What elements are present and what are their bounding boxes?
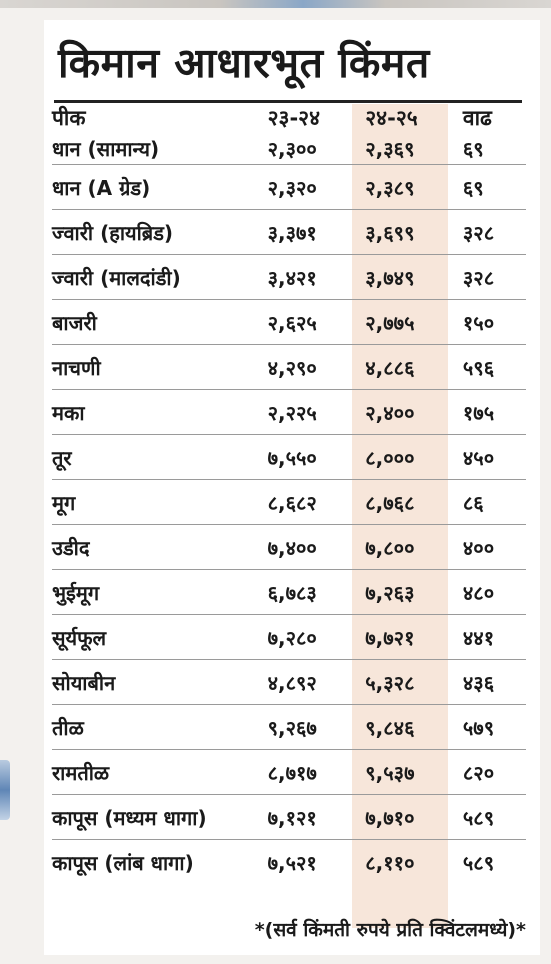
price-2024-25: २,४०० <box>365 390 463 435</box>
table-row <box>52 660 526 705</box>
price-2024-25: ९,५३७ <box>365 750 463 795</box>
header-year-2024-25: २४-२५ <box>365 106 418 130</box>
price-2023-24: ७,५५० <box>268 435 366 480</box>
price-2023-24: ७,४०० <box>268 525 366 570</box>
price-increase: ४५० <box>463 435 526 480</box>
price-increase: ४०० <box>463 525 526 570</box>
header-increase: वाढ <box>462 106 492 130</box>
table-row <box>52 255 526 300</box>
price-2024-25: ५,३२८ <box>365 660 463 705</box>
msp-card <box>44 20 540 955</box>
crop-name: रामतीळ <box>52 750 268 795</box>
crop-name: धान (A ग्रेड) <box>52 165 268 210</box>
table-header-row <box>52 104 526 132</box>
table-row <box>52 750 526 795</box>
price-increase: ५८९ <box>463 795 526 840</box>
price-increase: ६९ <box>463 132 526 165</box>
price-increase: १५० <box>463 300 526 345</box>
crop-name: बाजरी <box>52 300 268 345</box>
price-2024-25: ४,८८६ <box>365 345 463 390</box>
crop-name: तीळ <box>52 705 268 750</box>
price-2023-24: ८,६८२ <box>268 480 366 525</box>
price-increase: ३२८ <box>463 255 526 300</box>
price-2024-25: ९,८४६ <box>365 705 463 750</box>
top-image-strip <box>0 0 551 8</box>
table-row <box>52 840 526 885</box>
price-2024-25: ८,११० <box>365 850 415 875</box>
price-increase: ८६ <box>463 480 526 525</box>
price-2023-24: ९,२६७ <box>268 705 366 750</box>
price-2024-25: ७,२६३ <box>365 570 463 615</box>
price-2024-25: ८,००० <box>365 435 463 480</box>
table-row <box>52 132 526 165</box>
price-2024-25: २,३६९ <box>365 132 463 165</box>
price-increase: ५७९ <box>463 705 526 750</box>
price-increase: ४८० <box>463 570 526 615</box>
crop-name: सोयाबीन <box>52 660 268 705</box>
price-increase: ५८९ <box>462 850 495 875</box>
price-increase: ६९ <box>463 165 526 210</box>
price-2023-24: २,२२५ <box>268 390 366 435</box>
title-divider <box>54 100 522 103</box>
crop-name: भुईमूग <box>52 570 268 615</box>
page-title: किमान आधारभूत किंमत <box>58 39 430 87</box>
table-row <box>52 435 526 480</box>
price-increase: ८२० <box>463 750 526 795</box>
price-2024-25: ८,७६८ <box>365 480 463 525</box>
price-increase: ४३६ <box>463 660 526 705</box>
crop-name: नाचणी <box>52 345 268 390</box>
crop-name: सूर्यफूल <box>52 615 268 660</box>
price-increase: ५९६ <box>463 345 526 390</box>
price-2023-24: ६,७८३ <box>268 570 366 615</box>
price-2024-25: २,३८९ <box>365 165 463 210</box>
table-row <box>52 345 526 390</box>
header-crop: पीक <box>52 106 86 130</box>
price-2024-25: ३,६९९ <box>365 210 463 255</box>
crop-name: कापूस (मध्यम धागा) <box>52 795 268 840</box>
price-2023-24: २,३२० <box>268 165 366 210</box>
table-row <box>52 300 526 345</box>
price-2023-24: ४,२९० <box>268 345 366 390</box>
price-increase: १७५ <box>463 390 526 435</box>
price-2023-24: ३,३७१ <box>268 210 366 255</box>
price-2024-25: ७,७२१ <box>365 615 463 660</box>
price-2023-24: ७,१२१ <box>268 795 366 840</box>
price-2023-24: ४,८९२ <box>268 660 366 705</box>
table-row <box>52 165 526 210</box>
crop-name: मूग <box>52 480 268 525</box>
price-increase: ४४१ <box>463 615 526 660</box>
crop-name: ज्वारी (हायब्रिड) <box>52 210 268 255</box>
table-row <box>52 570 526 615</box>
table-row <box>52 390 526 435</box>
price-increase: ३२८ <box>463 210 526 255</box>
price-2024-25: ३,७४९ <box>365 255 463 300</box>
price-2023-24: ७,२८० <box>268 615 366 660</box>
crop-name: मका <box>52 390 268 435</box>
table-row <box>52 210 526 255</box>
crop-name: धान (सामान्य) <box>52 132 268 165</box>
crop-name: उडीद <box>52 525 268 570</box>
table-row <box>52 615 526 660</box>
price-2024-25: ७,८०० <box>365 525 463 570</box>
footnote: *(सर्व किंमती रुपये प्रति क्विंटलमध्ये)* <box>254 919 526 941</box>
price-2024-25: ७,७१० <box>365 795 463 840</box>
price-2024-25: २,७७५ <box>365 300 463 345</box>
price-2023-24: ८,७१७ <box>268 750 366 795</box>
table-row <box>52 480 526 525</box>
msp-table <box>52 104 526 884</box>
price-2023-24: ७,५२१ <box>267 850 317 875</box>
crop-name: तूर <box>52 435 268 480</box>
price-2023-24: ३,४२१ <box>268 255 366 300</box>
header-year-2023-24: २३-२४ <box>267 106 321 130</box>
table-row <box>52 795 526 840</box>
crop-name: कापूस (लांब धागा) <box>52 850 194 875</box>
left-edge-graphic <box>0 760 10 820</box>
table-row <box>52 705 526 750</box>
price-2023-24: २,३०० <box>268 132 366 165</box>
crop-name: ज्वारी (मालदांडी) <box>52 255 268 300</box>
price-2023-24: २,६२५ <box>268 300 366 345</box>
table-row <box>52 525 526 570</box>
